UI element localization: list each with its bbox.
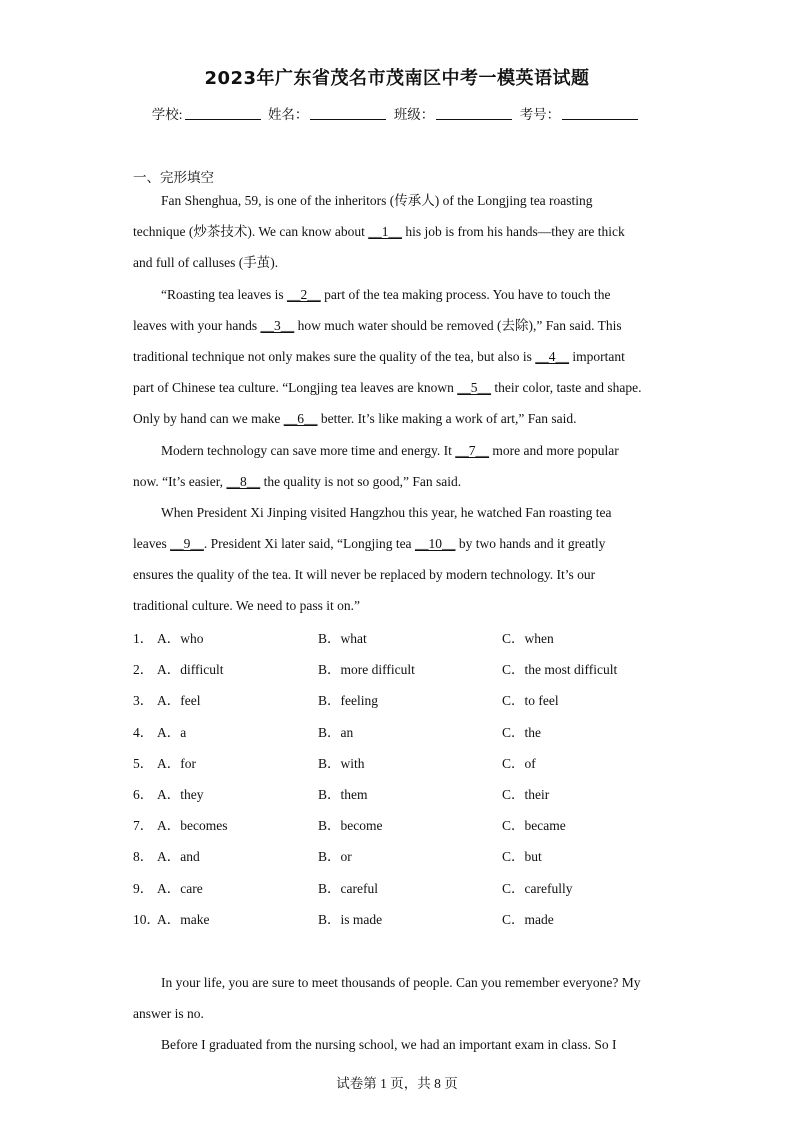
question-row [133, 654, 693, 685]
name-blank[interactable] [310, 107, 386, 120]
passage-line [133, 310, 663, 341]
question-row [133, 841, 693, 872]
student-info-line [0, 103, 794, 123]
option-b[interactable]: B．with [318, 755, 365, 771]
passage-line [133, 559, 663, 590]
option-b[interactable]: B．become [318, 818, 383, 834]
passage-text: by two hands and it greatly [455, 536, 606, 552]
info-school-label: 学校: [151, 107, 183, 122]
option-c[interactable]: C．when [502, 631, 554, 646]
option-a[interactable]: A．a [157, 724, 187, 740]
question-row [133, 904, 693, 935]
passage-text: important [569, 348, 625, 364]
option-a[interactable]: A．make [157, 911, 210, 927]
page-footer: 试卷第 1 页，共 8 页 [336, 1076, 458, 1091]
passage-text: his job is from his hands—they are thick [401, 224, 625, 240]
page-title: 2023年广东省茂名市茂南区中考一模英语试题 [204, 68, 590, 89]
passage-line [133, 1029, 663, 1060]
option-c[interactable]: C．to feel [502, 693, 559, 709]
option-c[interactable]: C．carefully [502, 880, 573, 896]
second-passage [133, 967, 663, 1061]
question-number: 5． [133, 755, 154, 771]
blank-number: __1__ [368, 224, 402, 240]
question-number: 6． [133, 786, 154, 802]
passage-text: . President Xi later said, “Longjing tea [203, 536, 415, 552]
question-row [133, 748, 693, 779]
passage-text: and full of calluses (手茧). [133, 255, 279, 271]
option-a[interactable]: A．they [157, 786, 204, 802]
passage-text: answer is no. [133, 1006, 204, 1022]
option-b[interactable]: B．feeling [318, 693, 378, 709]
question-row [133, 623, 693, 654]
blank-number: __4__ [535, 348, 570, 364]
option-b[interactable]: B．careful [318, 880, 378, 896]
option-a[interactable]: A．feel [157, 693, 201, 709]
question-number: 7． [133, 818, 154, 834]
passage-line [133, 466, 663, 497]
option-b[interactable]: B．or [318, 849, 352, 865]
passage-text: technique (炒茶技术). We can know about [133, 224, 369, 240]
passage-text: In your life, you are sure to meet thousands of people. Can you remember everyone? My [161, 975, 641, 990]
blank-number: __10__ [414, 536, 456, 552]
option-c[interactable]: C．of [502, 755, 536, 771]
passage-text: how much water should be removed (去除),” Fan said. This [294, 317, 622, 333]
school-blank[interactable] [185, 107, 261, 120]
passage-text: Before I graduated from the nursing school, we had an important exam in class. So I [161, 1037, 617, 1053]
passage-text: part of Chinese tea culture. “Longjing tea leaves are known [133, 380, 458, 396]
question-row [133, 810, 693, 841]
passage-line [133, 590, 663, 621]
option-a[interactable]: A．who [157, 631, 204, 646]
question-number: 8． [133, 849, 154, 865]
options-list [133, 623, 693, 935]
passage-line [133, 497, 663, 528]
passage-line [133, 528, 663, 559]
question-row [133, 779, 693, 810]
passage-line [133, 185, 663, 216]
question-number: 4． [133, 724, 154, 740]
passage-text: leaves with your hands [133, 317, 261, 333]
section-heading: 一、完形填空 [133, 170, 214, 185]
blank-number: __5__ [457, 380, 492, 396]
passage-text: traditional technique not only makes sure the quality of the tea, but also is [133, 348, 536, 364]
passage-text: ensures the quality of the tea. It will never be replaced by modern technology. It’s our [133, 567, 596, 583]
passage-text: Only by hand can we make [133, 411, 284, 427]
passage-text: their color, taste and shape. [491, 380, 642, 396]
blank-number: __2__ [286, 286, 321, 302]
question-number: 1． [133, 631, 154, 646]
question-number: 2． [133, 662, 154, 678]
info-exam-number-label: 考号： [519, 107, 561, 122]
passage-line [133, 216, 663, 247]
exam-number-blank[interactable] [562, 107, 638, 120]
passage-text: Fan Shenghua, 59, is one of the inheritors (传承人) of the Longjing tea roasting [161, 193, 593, 208]
passage-line [133, 372, 663, 403]
passage-text: “Roasting tea leaves is [161, 286, 287, 302]
question-number: 9． [133, 880, 154, 896]
question-number: 3． [133, 693, 154, 709]
option-c[interactable]: C．made [502, 911, 554, 927]
blank-number: __9__ [170, 536, 204, 552]
passage-text: better. It’s like making a work of art,” Fan said. [317, 411, 577, 427]
option-b[interactable]: B．what [318, 631, 367, 646]
option-a[interactable]: A．and [157, 849, 200, 865]
passage-text: leaves [133, 536, 171, 552]
option-b[interactable]: B．more difficult [318, 662, 415, 678]
class-blank[interactable] [436, 107, 512, 120]
option-c[interactable]: C．their [502, 786, 550, 802]
passage-line [133, 403, 663, 434]
info-class-label: 班级： [393, 107, 435, 122]
info-name-label: 姓名： [267, 107, 309, 122]
passage-text: the quality is not so good,” Fan said. [260, 473, 462, 489]
option-a[interactable]: A．becomes [157, 818, 228, 834]
passage-line [133, 341, 663, 372]
option-c[interactable]: C．the [502, 724, 541, 740]
option-a[interactable]: A．for [157, 755, 196, 771]
blank-number: __7__ [455, 442, 490, 458]
passage-text: When President Xi Jinping visited Hangzhou this year, he watched Fan roasting tea [161, 504, 612, 520]
passage-text: more and more popular [489, 442, 619, 458]
option-b[interactable]: B．an [318, 724, 354, 740]
option-a[interactable]: A．difficult [157, 662, 224, 678]
passage-text: now. “It’s easier, [133, 473, 227, 489]
passage-text: part of the tea making process. You have to touch the [320, 286, 611, 302]
passage-text: traditional culture. We need to pass it on.” [133, 598, 360, 614]
option-b[interactable]: B．is made [318, 911, 383, 927]
passage-line [133, 435, 663, 466]
option-a[interactable]: A．care [157, 880, 203, 896]
passage-text: Modern technology can save more time and energy. It [161, 442, 456, 458]
option-c[interactable]: C．but [502, 849, 542, 865]
option-b[interactable]: B．them [318, 786, 368, 802]
question-row [133, 873, 693, 904]
blank-number: __8__ [226, 473, 261, 489]
blank-number: __3__ [260, 317, 295, 333]
blank-number: __6__ [283, 411, 318, 427]
option-c[interactable]: C．became [502, 818, 566, 834]
question-number: 10． [133, 911, 160, 927]
passage-line [133, 998, 663, 1029]
question-row [133, 685, 693, 716]
passage-line [133, 247, 663, 278]
passage-line [133, 967, 663, 998]
question-row [133, 717, 693, 748]
cloze-passage [133, 185, 663, 622]
passage-line [133, 279, 663, 310]
option-c[interactable]: C．the most difficult [502, 662, 618, 678]
